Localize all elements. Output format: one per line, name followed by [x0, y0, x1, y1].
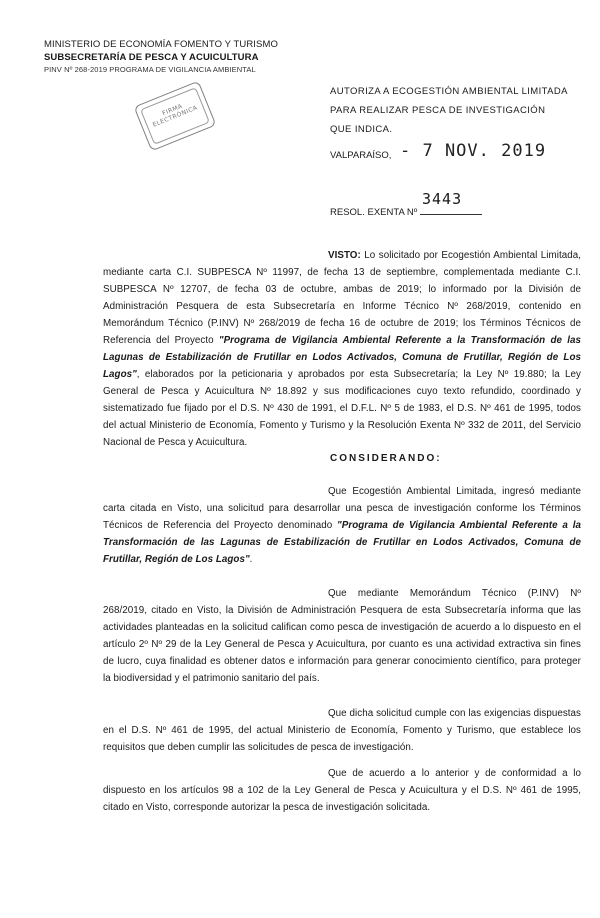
- stamp-text: FIRMA ELECTRÓNICA: [151, 102, 199, 129]
- visto-text-2: , elaborados por la peticionaria y aprobados por esta Subsecretaría; la Ley Nº 19.880; la Ley General de Pesca y Acuicultura Nº 18.892 y sus modificaciones cuyo texto refundido, coordinado y sistematizado fue fijado por el D.S. Nº 430 de 1991, el D.F.L. Nº 5 de 1983, el D.S. Nº 461 de 1995, todos del actual Ministerio de Economía, Fomento y Turismo y la Resolución Exenta Nº 332 de 2011, del Servicio Nacional de Pesca y Acuicultura.: [103, 369, 581, 448]
- considerando-4-text: Que de acuerdo a lo anterior y de conformidad a lo dispuesto en los artículos 98 a 102 de la Ley General de Pesca y Acuicultura y el D.S. Nº 461 de 1995, citado en Visto, corresponde autorizar la pesca de investigación solicitada.: [103, 768, 581, 813]
- considerando-2-text: Que mediante Memorándum Técnico (P.INV) Nº 268/2019, citado en Visto, la División de Administración Pesquera de esta Subsecretaría informa que las actividades planteadas en la solicitud califican como pesca de investigación de acuerdo a lo dispuesto en el artículo 2º Nº 29 de la Ley General de Pesca y Acuicultura, por cuanto es una actividad extractiva sin fines de lucro, cuya finalidad es obtener datos e información para generar conocimiento científico, para proteger la biodiversidad y el patrimonio sanitario del país.: [103, 588, 581, 684]
- considerando-paragraph-2: [103, 585, 581, 687]
- considerando-paragraph-3: [103, 705, 581, 756]
- official-stamp: [134, 81, 217, 152]
- considerando-1-end: .: [249, 554, 253, 565]
- resolution-label: RESOL. EXENTA Nº: [330, 207, 418, 218]
- visto-project: "Programa de Vigilancia Ambiental Referente a la Transformación de las Lagunas de Estabilización de Frutillar en Lodos Activados, Comuna de Frutillar, Región de Los Lagos": [103, 335, 581, 380]
- subsecretaria-name: SUBSECRETARÍA DE PESCA Y ACUICULTURA: [44, 52, 259, 63]
- letterhead: [44, 38, 278, 75]
- considerando-1-text: Que Ecogestión Ambiental Limitada, ingresó mediante carta citada en Visto, una solicitud para desarrollar una pesca de investigación conforme los Términos Técnicos de Referencia del Proyecto denominado: [103, 486, 581, 531]
- considerando-1-project: "Programa de Vigilancia Ambiental Referente a la Transformación de las Lagunas de Estabilización de Frutillar en Lodos Activados, Comuna de Frutillar, Región de Los Lagos": [103, 520, 581, 565]
- considerando-paragraph-1: [103, 483, 581, 568]
- considerando-heading: CONSIDERANDO:: [330, 453, 442, 464]
- visto-text-1: Lo solicitado por Ecogestión Ambiental Limitada, mediante carta C.I. SUBPESCA Nº 11997, de fecha 13 de septiembre, complementada mediante C.I. SUBPESCA Nº 12707, de fecha 03 de octubre, ambas de 2019; lo informado por la División de Administración Pesquera de esta Subsecretaría en Informe Técnico Nº 268/2019, contenido en Memorándum Técnico (P.INV) Nº 268/2019 de fecha 16 de octubre de 2019; los Términos Técnicos de Referencia del Proyecto: [103, 250, 581, 346]
- visto-label: VISTO:: [328, 250, 361, 261]
- considerando-3-text: Que dicha solicitud cumple con las exigencias dispuestas en el D.S. Nº 461 de 1995, del actual Ministerio de Economía, Fomento y Turismo, que establece los requisitos que deben cumplir las solicitudes de pesca de investigación.: [103, 708, 581, 753]
- place-label: VALPARAÍSO,: [330, 150, 392, 161]
- reference-line: PINV Nº 268-2019 PROGRAMA DE VIGILANCIA AMBIENTAL: [44, 65, 256, 74]
- date-stamp: - 7 NOV. 2019: [400, 141, 547, 161]
- ministry-name: MINISTERIO DE ECONOMÍA FOMENTO Y TURISMO: [44, 39, 278, 50]
- resolution-number: 3443: [422, 190, 463, 208]
- visto-paragraph: [103, 247, 581, 451]
- considerando-paragraph-4: [103, 765, 581, 816]
- resolution-subject: AUTORIZA A ECOGESTIÓN AMBIENTAL LIMITADA PARA REALIZAR PESCA DE INVESTIGACIÓN QUE INDICA.: [330, 86, 568, 135]
